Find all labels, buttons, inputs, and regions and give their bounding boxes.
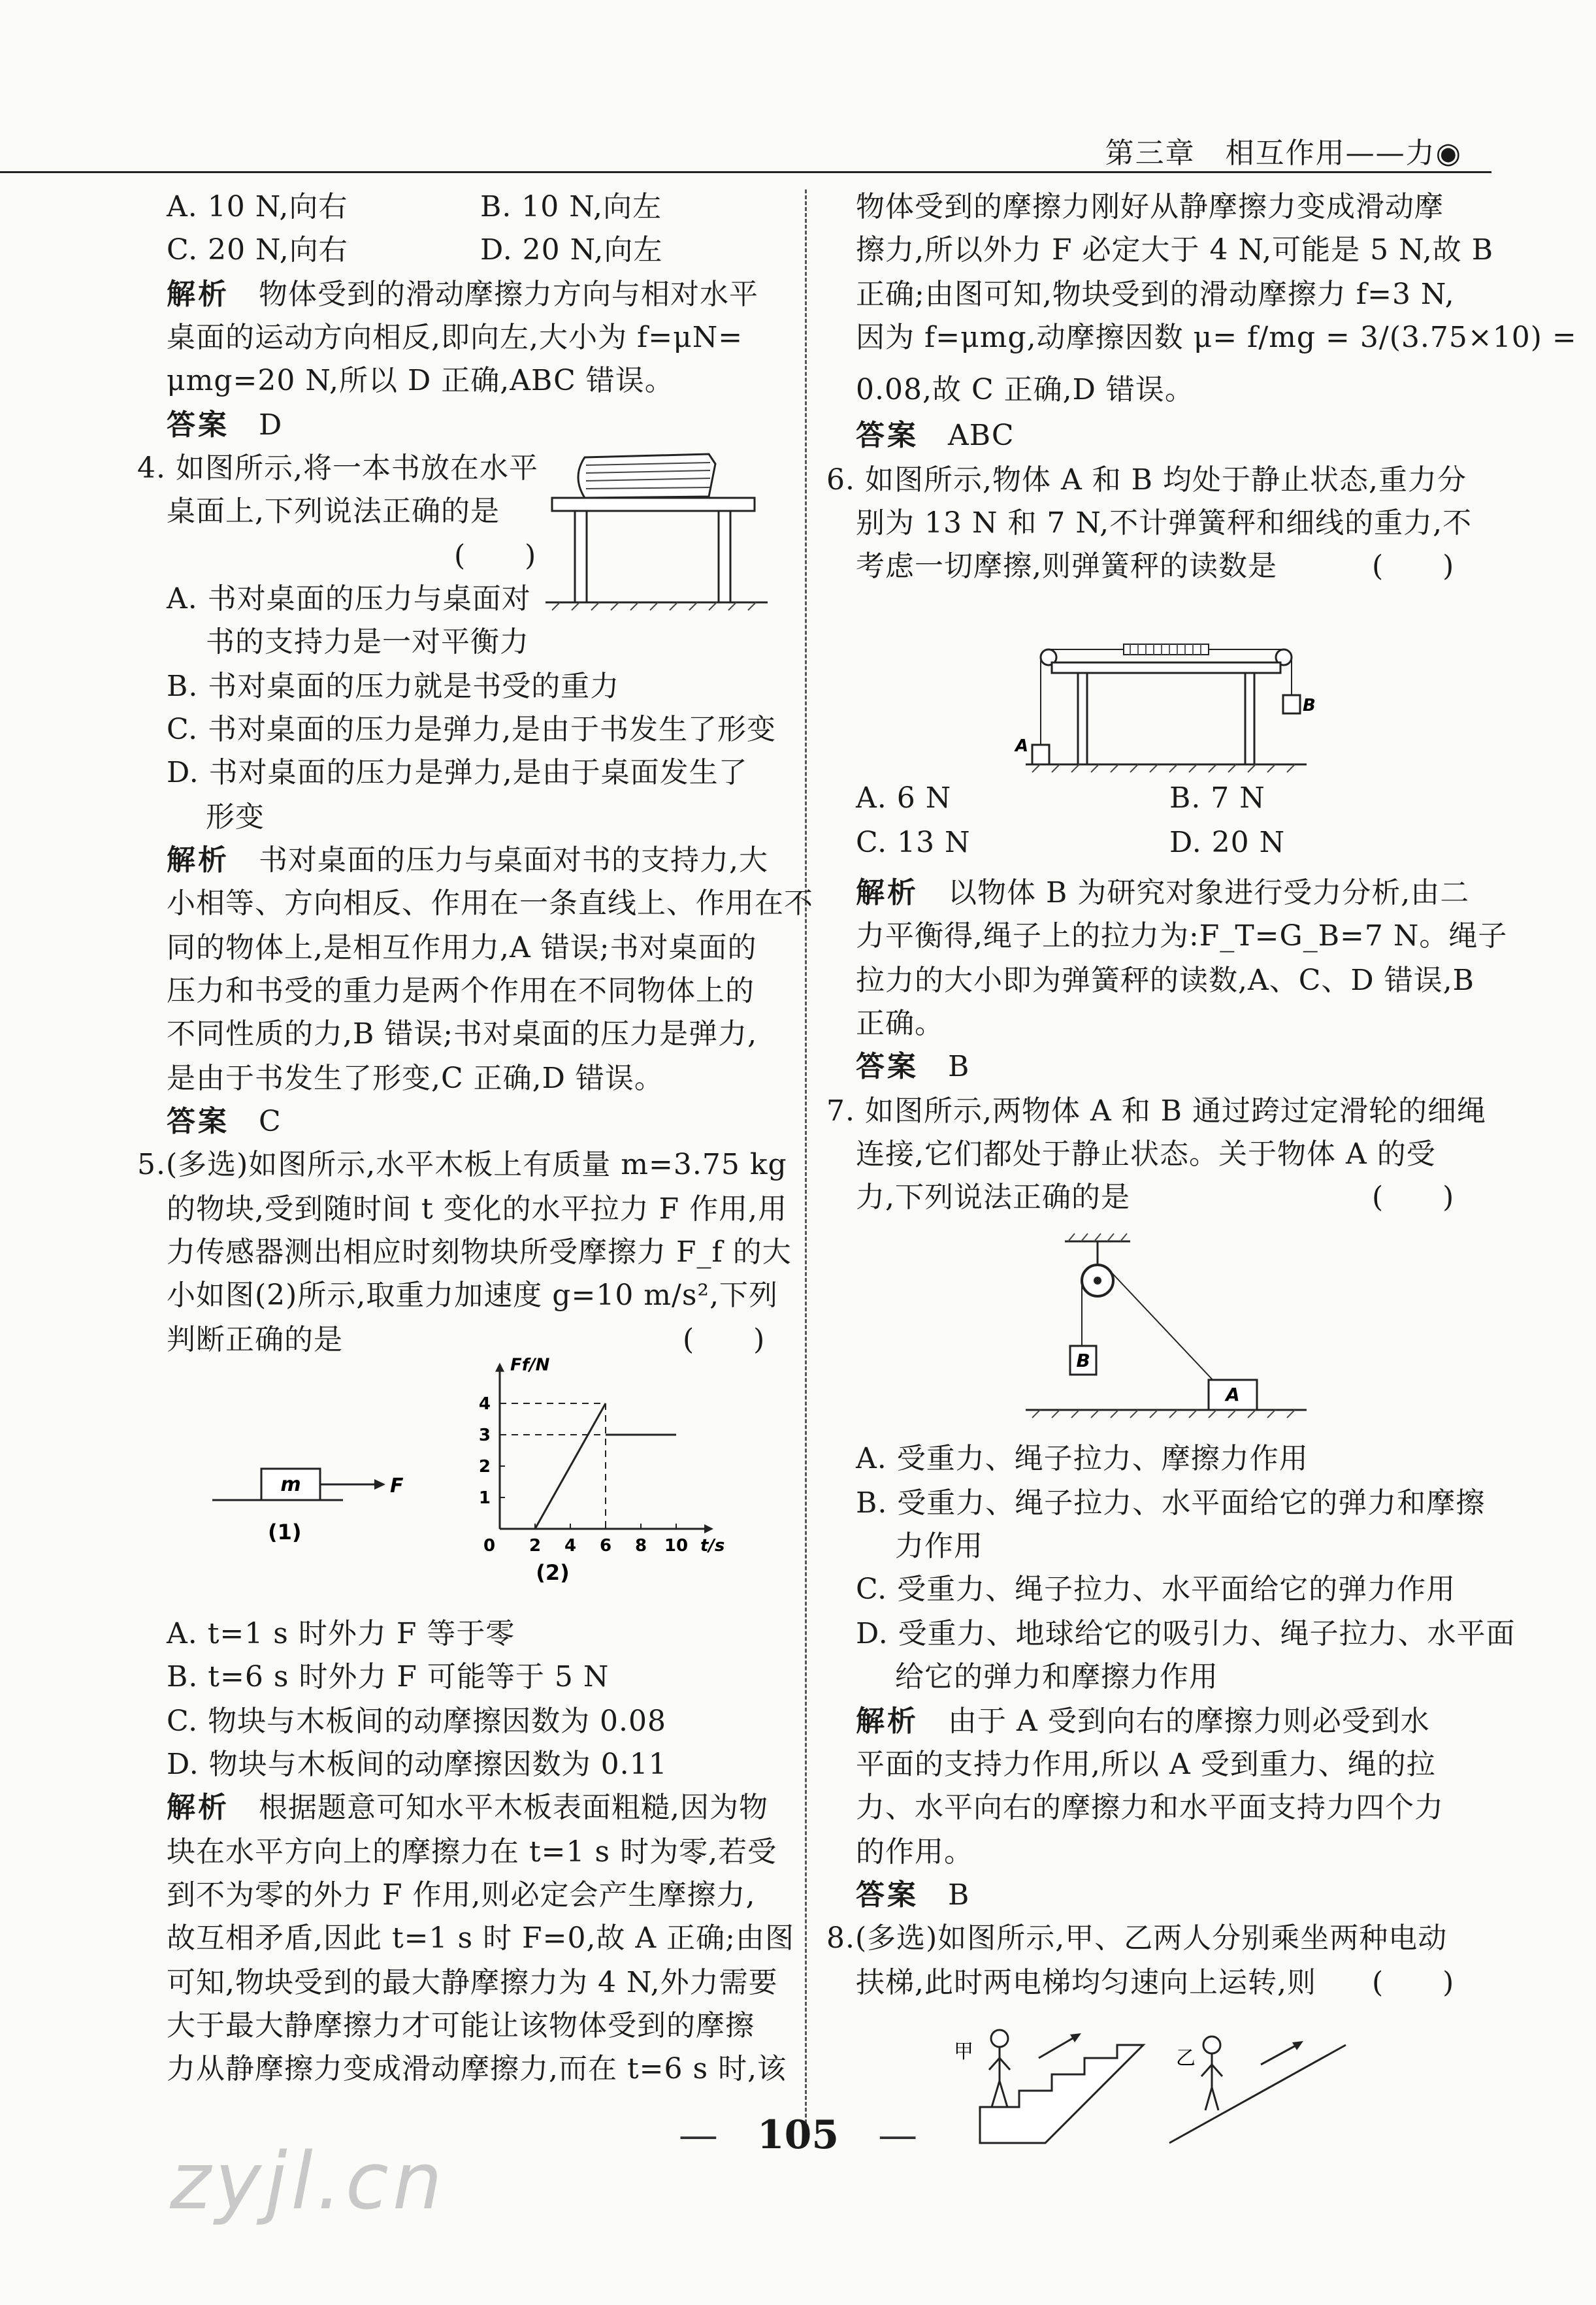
q6-option-b: B. 7 N <box>1169 781 1265 815</box>
x-tick-label: 10 <box>664 1536 689 1556</box>
q3-analysis-line: 解析 物体受到的滑动摩擦力方向与相对水平 <box>167 278 758 311</box>
y-tick-label: 2 <box>478 1457 491 1477</box>
column-divider <box>805 189 807 2123</box>
block-b-label: B <box>1303 696 1316 715</box>
person-yi-label: 乙 <box>1176 2047 1196 2070</box>
answer-value: C <box>259 1105 282 1138</box>
chapter-mark-icon: ◉ <box>1435 137 1462 170</box>
q6-spring-scale-figure <box>1015 634 1316 784</box>
q7-pulley-figure <box>1026 1228 1313 1424</box>
q4-option-d: D. 书对桌面的压力是弹力,是由于桌面发生了 <box>167 756 748 789</box>
block-a-label: A <box>1226 1384 1240 1405</box>
q5-stem: 小如图(2)所示,取重力加速度 g=10 m/s²,下列 <box>167 1279 779 1312</box>
x-tick-label: 0 <box>483 1536 496 1556</box>
q6-option-a: A. 6 N <box>856 781 952 815</box>
q5-option-d: D. 物块与木板间的动摩擦因数为 0.11 <box>167 1748 668 1781</box>
q7-bracket: ( ) <box>1372 1181 1455 1214</box>
block-b <box>1283 695 1300 713</box>
q5-stem: 力传感器测出相应时刻物块所受摩擦力 F_f 的大 <box>167 1235 792 1269</box>
q6-bracket: ( ) <box>1372 549 1455 583</box>
q4-option-d-cont: 形变 <box>206 800 265 834</box>
q7-option-c: C. 受重力、绳子拉力、水平面给它的弹力作用 <box>856 1573 1456 1606</box>
q7-stem: 力,下列说法正确的是 <box>856 1181 1130 1214</box>
q5-analysis-line: 大于最大静摩擦力才可能让该物体受到的摩擦 <box>167 2009 755 2042</box>
q5-block-figure <box>212 1411 428 1548</box>
q4-analysis-line: 压力和书受的重力是两个作用在不同物体上的 <box>167 974 755 1007</box>
q4-stem: 桌面上,下列说法正确的是 <box>167 495 500 528</box>
x-axis-label: t/s <box>700 1536 725 1556</box>
q5-stem: 的物块,受到随时间 t 变化的水平拉力 F 作用,用 <box>167 1192 788 1226</box>
analysis-label: 解析 <box>167 278 229 311</box>
q7-option-d: D. 受重力、地球给它的吸引力、绳子拉力、水平面 <box>856 1617 1516 1650</box>
series-rising-segment <box>535 1403 606 1529</box>
q6-answer <box>856 1043 969 1085</box>
q7-option-b: B. 受重力、绳子拉力、水平面给它的弹力和摩擦 <box>856 1486 1486 1520</box>
q7-stem: 连接,它们都处于静止状态。关于物体 A 的受 <box>856 1137 1436 1171</box>
figure-1-caption: (1) <box>268 1520 302 1545</box>
q5-stem: 5.(多选)如图所示,水平木板上有质量 m=3.75 kg <box>137 1148 787 1181</box>
analysis-label: 解析 <box>856 1705 919 1738</box>
q5-analysis-cont: 物体受到的摩擦力刚好从静摩擦力变成滑动摩 <box>856 190 1444 223</box>
chapter-label: 第三章 <box>1105 137 1196 170</box>
q7-option-a: A. 受重力、绳子拉力、摩擦力作用 <box>856 1442 1309 1475</box>
q5-friction-chart <box>461 1355 735 1585</box>
figure-2-caption: (2) <box>536 1560 570 1585</box>
table-top <box>552 498 755 511</box>
x-tick-label: 2 <box>529 1536 542 1556</box>
q3-analysis-line: μmg=20 N,所以 D 正确,ABC 错误。 <box>167 364 674 397</box>
q6-stem: 6. 如图所示,物体 A 和 B 均处于静止状态,重力分 <box>826 463 1467 497</box>
q5-analysis-cont: 因为 f=μmg,动摩擦因数 μ= f/mg = 3/(3.75×10) = <box>856 321 1577 354</box>
block-b-label: B <box>1076 1350 1090 1371</box>
x-tick-label: 6 <box>599 1536 612 1556</box>
x-tick-label: 4 <box>564 1536 577 1556</box>
answer-label: 答案 <box>167 408 229 442</box>
analysis-label: 解析 <box>167 1791 229 1824</box>
watermark: zyjl.cn <box>170 2136 446 2227</box>
answer-label: 答案 <box>856 1050 919 1083</box>
mass-label: m <box>280 1473 301 1496</box>
q7-option-d-cont: 给它的弹力和摩擦力作用 <box>895 1660 1218 1693</box>
q3-analysis-line: 桌面的运动方向相反,即向左,大小为 f=μN= <box>167 321 743 354</box>
q3-option-a: A. 10 N,向右 <box>167 190 348 223</box>
q4-analysis-line: 同的物体上,是相互作用力,A 错误;书对桌面的 <box>167 931 757 964</box>
page-number-value: 105 <box>757 2112 839 2158</box>
q5-analysis-line: 故互相矛盾,因此 t=1 s 时 F=0,故 A 正确;由图 <box>167 1921 795 1955</box>
block-a-label: A <box>1015 736 1029 756</box>
y-tick-label: 3 <box>478 1426 491 1445</box>
q7-analysis-line: 的作用。 <box>856 1835 973 1869</box>
y-tick-label: 4 <box>478 1394 491 1414</box>
q7-analysis-line: 解析 由于 A 受到向右的摩擦力则必受到水 <box>856 1705 1430 1738</box>
q5-analysis-cont: 正确;由图可知,物块受到的滑动摩擦力 f=3 N, <box>856 278 1455 311</box>
q4-answer <box>167 1098 282 1139</box>
q3-answer <box>167 401 282 443</box>
q5-analysis-line: 解析 根据题意可知水平木板表面粗糙,因为物 <box>167 1791 768 1824</box>
q5-option-a: A. t=1 s 时外力 F 等于零 <box>167 1617 515 1650</box>
answer-label: 答案 <box>167 1105 229 1138</box>
q3-option-c: C. 20 N,向右 <box>167 233 348 267</box>
q5-option-c: C. 物块与木板间的动摩擦因数为 0.08 <box>167 1705 667 1738</box>
chapter-title: 相互作用——力 <box>1225 137 1436 170</box>
q4-analysis-line: 小相等、方向相反、作用在一条直线上、作用在不 <box>167 887 813 920</box>
q7-answer <box>856 1871 969 1913</box>
x-axis-arrow <box>704 1524 713 1533</box>
force-label: F <box>390 1475 404 1497</box>
q5-bracket: ( ) <box>683 1323 766 1356</box>
q8-bracket: ( ) <box>1372 1966 1455 1999</box>
x-tick-label: 8 <box>634 1536 647 1556</box>
person-jia-label: 甲 <box>954 2040 973 2063</box>
q6-stem: 别为 13 N 和 7 N,不计弹簧秤和细线的重力,不 <box>856 506 1473 540</box>
q6-analysis-line: 力平衡得,绳子上的拉力为:F_T=G_B=7 N。绳子 <box>856 919 1508 953</box>
answer-value: ABC <box>948 419 1015 452</box>
q6-analysis-line: 解析 以物体 B 为研究对象进行受力分析,由二 <box>856 876 1470 909</box>
header-rule <box>0 171 1491 173</box>
table-leg-right <box>719 511 730 602</box>
q4-option-a: A. 书对桌面的压力与桌面对 <box>167 582 531 615</box>
q5-stem: 判断正确的是 <box>167 1323 343 1356</box>
answer-label: 答案 <box>856 419 919 452</box>
q4-analysis-line: 不同性质的力,B 错误;书对桌面的压力是弹力, <box>167 1017 758 1051</box>
answer-value: D <box>259 408 283 442</box>
q5-analysis-line: 块在水平方向上的摩擦力在 t=1 s 时为零,若受 <box>167 1835 777 1869</box>
y-axis-label: Ff/N <box>510 1355 550 1375</box>
answer-value: B <box>948 1050 970 1083</box>
q6-stem: 考虑一切摩擦,则弹簧秤的读数是 <box>856 549 1277 583</box>
q4-option-b: B. 书对桌面的压力就是书受的重力 <box>167 670 620 703</box>
q7-stem: 7. 如图所示,两物体 A 和 B 通过跨过定滑轮的细绳 <box>826 1094 1487 1128</box>
q4-analysis-line: 是由于书发生了形变,C 正确,D 错误。 <box>167 1062 664 1095</box>
q4-option-a-cont: 书的支持力是一对平衡力 <box>206 625 529 659</box>
q5-answer <box>856 412 1015 453</box>
y-tick-label: 1 <box>478 1488 491 1508</box>
analysis-label: 解析 <box>167 843 229 877</box>
q5-option-b: B. t=6 s 时外力 F 可能等于 5 N <box>167 1660 610 1693</box>
q8-stem: 扶梯,此时两电梯均匀速向上运转,则 <box>856 1966 1316 1999</box>
q7-analysis-line: 平面的支持力作用,所以 A 受到重力、绳的拉 <box>856 1748 1436 1781</box>
analysis-label: 解析 <box>856 876 919 909</box>
book-shape <box>578 454 715 498</box>
q3-option-b: B. 10 N,向左 <box>480 190 662 223</box>
q6-analysis-line: 拉力的大小即为弹簧秤的读数,A、C、D 错误,B <box>856 964 1475 997</box>
q3-option-d: D. 20 N,向左 <box>480 233 663 267</box>
answer-label: 答案 <box>856 1878 919 1912</box>
q8-stem: 8.(多选)如图所示,甲、乙两人分别乘坐两种电动 <box>826 1921 1448 1955</box>
y-axis-arrow <box>495 1363 504 1372</box>
q4-analysis-line: 解析 书对桌面的压力与桌面对书的支持力,大 <box>167 843 768 877</box>
q5-analysis-line: 到不为零的外力 F 作用,则必定会产生摩擦力, <box>167 1878 756 1912</box>
q4-bracket: ( ) <box>454 539 537 572</box>
q6-analysis-line: 正确。 <box>856 1007 944 1040</box>
q6-option-d: D. 20 N <box>1169 826 1286 859</box>
q5-analysis-cont: 擦力,所以外力 F 必定大于 4 N,可能是 5 N,故 B <box>856 233 1494 267</box>
table-top <box>1052 662 1280 673</box>
q5-analysis-line: 力从静摩擦力变成滑动摩擦力,而在 t=6 s 时,该 <box>167 2052 787 2085</box>
q7-analysis-line: 力、水平向右的摩擦力和水平面支持力四个力 <box>856 1791 1444 1824</box>
q6-option-c: C. 13 N <box>856 826 971 859</box>
q7-option-b-cont: 力作用 <box>895 1529 983 1563</box>
table-leg-left <box>575 511 587 602</box>
spring-scale <box>1124 644 1209 655</box>
page-number: — 105 — <box>678 2112 918 2158</box>
q4-option-c: C. 书对桌面的压力是弹力,是由于书发生了形变 <box>167 713 777 746</box>
q5-analysis-line: 可知,物块受到的最大静摩擦力为 4 N,外力需要 <box>167 1966 778 1999</box>
q4-stem: 4. 如图所示,将一本书放在水平 <box>137 451 538 485</box>
chapter-heading <box>1105 129 1462 171</box>
answer-value: B <box>948 1878 970 1912</box>
block-a <box>1032 745 1049 764</box>
q4-book-table-figure <box>546 451 768 621</box>
q5-analysis-cont: 0.08,故 C 正确,D 错误。 <box>856 373 1194 406</box>
